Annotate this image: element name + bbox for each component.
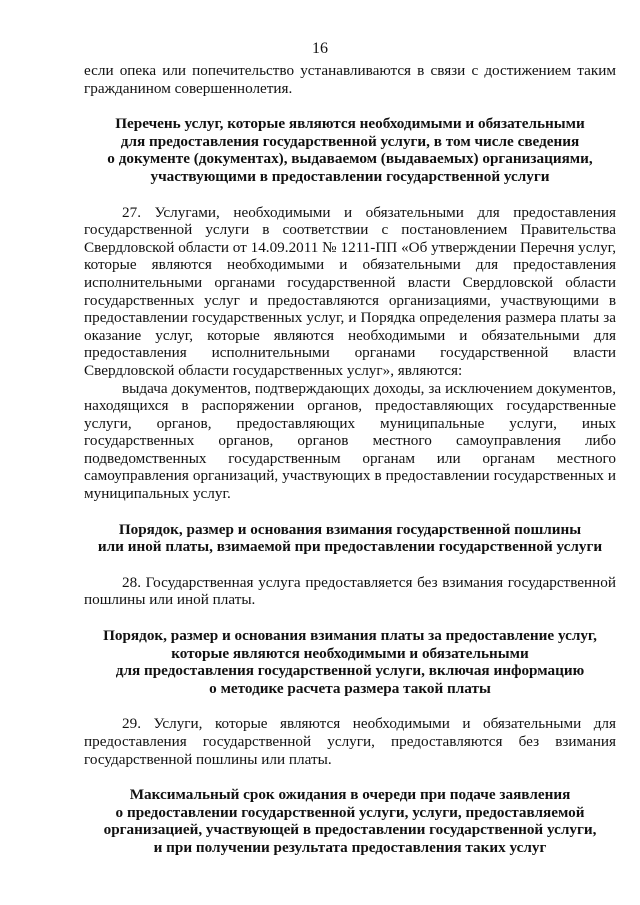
paragraph-27: 27. Услугами, необходимыми и обязательными для предоставления государственной услуги в соответствии с постановлением Правительства Свердловской области от 14.09.2011 № 1211-ПП «Об утверждении Перечня услуг, которые являются необходимыми и обязательными для предоставления исполнительными органами государственной власти Свердловской области государственных услуг и предоставляются организациями, участвующими в предоставлении государственных услуг, и Порядка определения размера платы за оказание услуг, которые являются необходимыми и обязательными для предоставления исполнительными органами государственной власти Свердловской области государственных услуг», являются: [84,203,616,379]
heading-line: Перечень услуг, которые являются необходимыми и обязательными [115,115,585,133]
heading-line: Порядок, размер и основания взимания платы за предоставление услуг, [103,627,597,645]
heading-line: Порядок, размер и основания взимания государственной пошлины [118,520,582,538]
paragraph-28: 28. Государственная услуга предоставляется без взимания государственной пошлины или иной платы. [84,573,616,609]
paragraph-27-item: выдача документов, подтверждающих доходы, за исключением документов, находящихся в распоряжении органов, предоставляющих государственные услуги, органов, предоставляющих муниципальные услуги, иных государственных органов, органов местного самоуправления либо подведомственных государственным органам или органам местного самоуправления организаций, участвующих в предоставлении государственных и муниципальных услуг. [84,379,616,503]
heading-line: и при получении результата предоставления таких услуг [153,838,547,856]
heading-line: организацией, участвующей в предоставлении государственной услуги, [103,821,597,839]
heading-required-services [84,115,616,185]
heading-line: о предоставлении государственной услуги, услуги, предоставляемой [115,803,585,821]
heading-line: о методике расчета размера такой платы [209,679,491,697]
heading-queue-time [84,786,616,856]
heading-line: о документе (документах), выдаваемом (выдаваемых) организациями, [107,150,593,168]
carry-over-paragraph: если опека или попечительство устанавливаются в связи с достижением таким гражданином совершеннолетия. [84,62,616,97]
document-body [84,62,616,857]
heading-line: Максимальный срок ожидания в очереди при подаче заявления [129,786,571,804]
heading-line: которые являются необходимыми и обязательными [171,644,529,662]
heading-line: для предоставления государственной услуги, в том числе сведения [120,132,580,150]
heading-line: для предоставления государственной услуги, включая информацию [115,662,585,680]
heading-fee-procedure [84,627,616,697]
heading-line: участвующими в предоставлении государственной услуги [150,167,550,185]
heading-state-duty [84,521,616,556]
heading-line: или иной платы, взимаемой при предоставлении государственной услуги [97,538,603,556]
paragraph-29: 29. Услуги, которые являются необходимыми и обязательными для предоставления государственной услуги, предоставляются без взимания государственной пошлины или платы. [84,715,616,768]
page-number: 16 [312,40,328,57]
